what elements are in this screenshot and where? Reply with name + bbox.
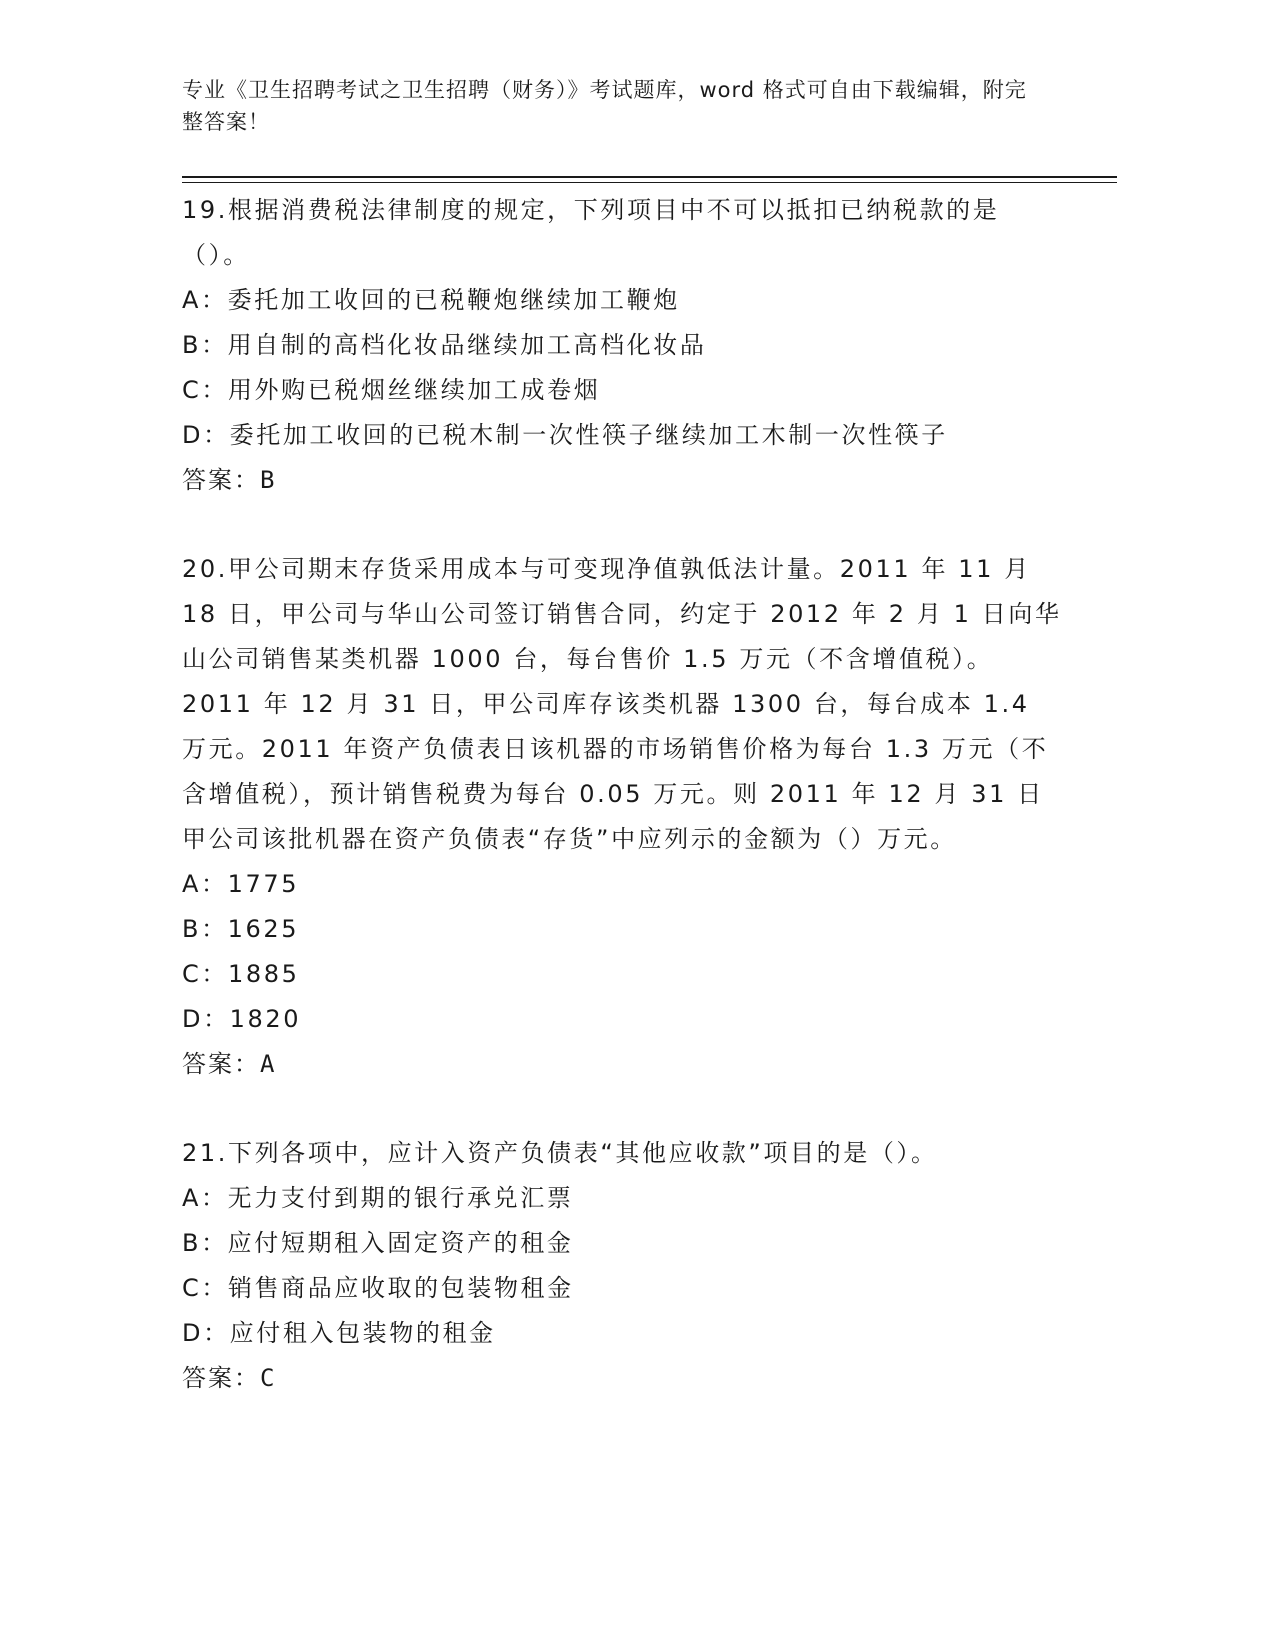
question-list xyxy=(182,188,1062,1401)
option-c: C：用外购已税烟丝继续加工成卷烟 xyxy=(182,376,601,404)
option-d: D：应付租入包装物的租金 xyxy=(182,1319,496,1347)
document-header: 专业《卫生招聘考试之卫生招聘（财务）》考试题库，word 格式可自由下载编辑，附完整答案！ xyxy=(182,78,1027,134)
option-d: D：委托加工收回的已税木制一次性筷子继续加工木制一次性筷子 xyxy=(182,421,948,449)
answer-value: C xyxy=(260,1364,277,1392)
option-d: D：1820 xyxy=(182,1005,302,1033)
question-stem: 21.下列各项中，应计入资产负债表“其他应收款”项目的是（）。 xyxy=(182,1139,938,1167)
answer-line xyxy=(182,1356,1062,1401)
header-rule-thin xyxy=(182,182,1117,183)
question-21 xyxy=(182,1131,1062,1401)
answer-label: 答案： xyxy=(182,1050,260,1078)
option-b: B：应付短期租入固定资产的租金 xyxy=(182,1229,574,1257)
answer-label: 答案： xyxy=(182,1364,260,1392)
question-stem: 19.根据消费税法律制度的规定，下列项目中不可以抵扣已纳税款的是（）。 xyxy=(182,196,1000,269)
option-a: A：无力支付到期的银行承兑汇票 xyxy=(182,1184,574,1212)
option-a: A：委托加工收回的已税鞭炮继续加工鞭炮 xyxy=(182,286,680,314)
option-a: A：1775 xyxy=(182,870,300,898)
answer-label: 答案： xyxy=(182,466,260,494)
option-c: C：销售商品应收取的包装物租金 xyxy=(182,1274,574,1302)
question-stem: 20.甲公司期末存货采用成本与可变现净值孰低法计量。2011 年 11 月 18 日，甲公司与华山公司签订销售合同，约定于 2012 年 2 月 1 日向华山公司销售某类机器 1000 台，每台售价 1.5 万元（不含增值税）。2011 年 12 月 31 日，甲公司库存该类机器 1300 台，每台成本 1.4 万元。2011 年资产负债表日该机器的市场销售价格为每台 1.3 万元（不含增值税），预计销售税费为每台 0.05 万元。则 2011 年 12 月 31 日甲公司该批机器在资产负债表“存货”中应列示的金额为（）万元。 xyxy=(182,555,1062,853)
question-19 xyxy=(182,188,1062,503)
answer-line xyxy=(182,1042,1062,1087)
option-b: B：1625 xyxy=(182,915,300,943)
header-rule-thick xyxy=(182,176,1117,178)
option-b: B：用自制的高档化妆品继续加工高档化妆品 xyxy=(182,331,707,359)
answer-value: B xyxy=(260,466,277,494)
answer-value: A xyxy=(260,1050,277,1078)
answer-line xyxy=(182,458,1062,503)
option-c: C：1885 xyxy=(182,960,300,988)
question-20 xyxy=(182,547,1062,1087)
